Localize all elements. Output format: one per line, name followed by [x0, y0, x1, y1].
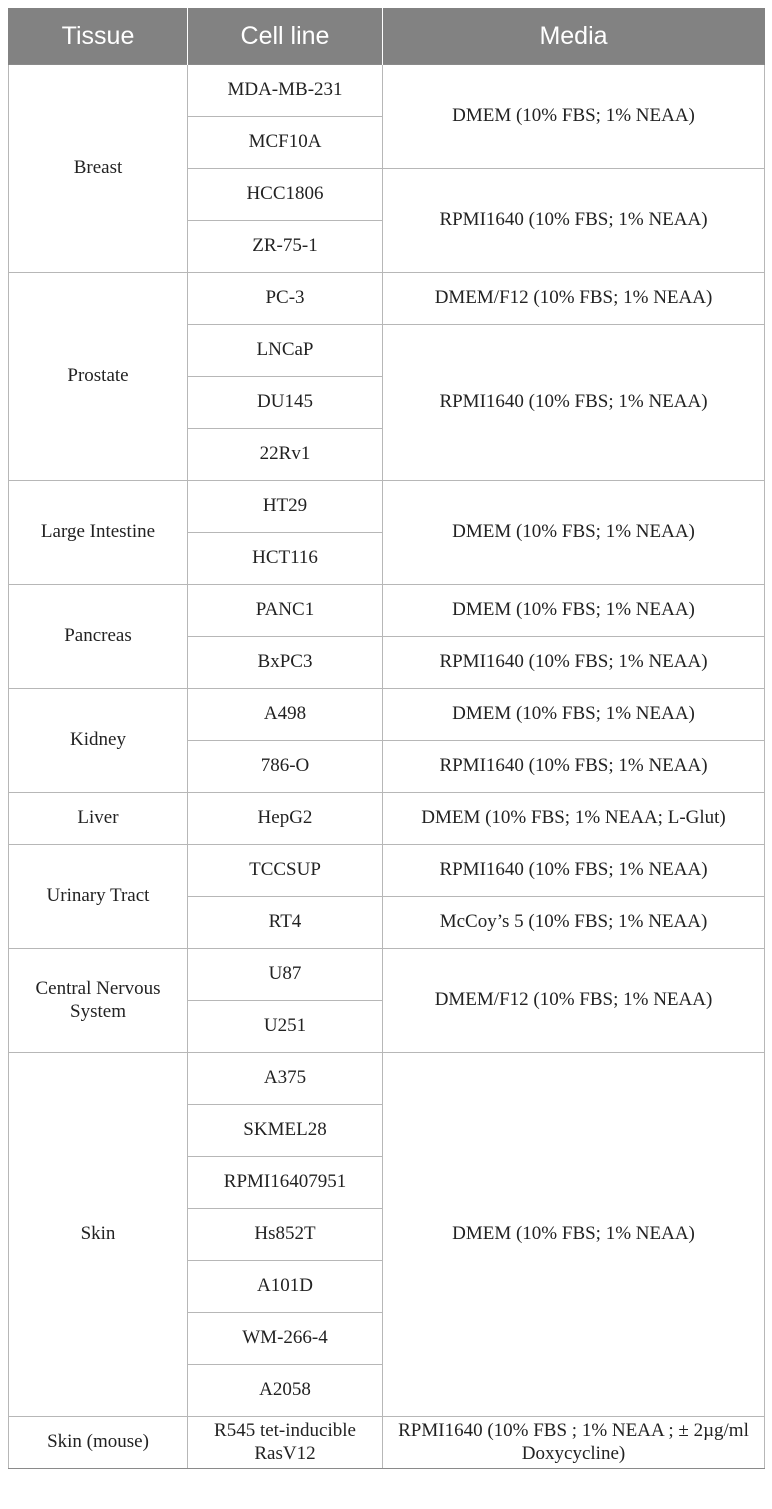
table-row: [9, 273, 765, 325]
table-row: [9, 585, 765, 637]
media-cell: RPMI1640 (10% FBS; 1% NEAA): [383, 741, 765, 793]
cell-line-cell: PC-3: [188, 273, 383, 325]
header-media: Media: [383, 8, 765, 65]
tissue-cell: Skin (mouse): [9, 1417, 188, 1469]
tissue-cell: Skin: [9, 1053, 188, 1417]
table-row: [9, 689, 765, 741]
cell-line-cell: A101D: [188, 1261, 383, 1313]
cell-line-cell: A375: [188, 1053, 383, 1105]
cell-line-cell: HCC1806: [188, 169, 383, 221]
tissue-cell: Breast: [9, 65, 188, 273]
table-row: [9, 1053, 765, 1105]
tissue-cell: Large Intestine: [9, 481, 188, 585]
media-cell: RPMI1640 (10% FBS ; 1% NEAA ; ± 2µg/ml Doxycycline): [383, 1417, 765, 1469]
cell-line-cell: TCCSUP: [188, 845, 383, 897]
cell-line-cell: R545 tet-inducible RasV12: [188, 1417, 383, 1469]
header-cell-line: Cell line: [188, 8, 383, 65]
table-row: [9, 481, 765, 533]
media-cell: DMEM/F12 (10% FBS; 1% NEAA): [383, 273, 765, 325]
cell-line-cell: RPMI16407951: [188, 1157, 383, 1209]
header-tissue: Tissue: [9, 8, 188, 65]
media-cell: RPMI1640 (10% FBS; 1% NEAA): [383, 845, 765, 897]
cell-line-cell: MDA-MB-231: [188, 65, 383, 117]
cell-line-cell: U251: [188, 1001, 383, 1053]
cell-line-cell: 786-O: [188, 741, 383, 793]
cell-line-cell: MCF10A: [188, 117, 383, 169]
cell-line-cell: Hs852T: [188, 1209, 383, 1261]
cell-line-cell: DU145: [188, 377, 383, 429]
cell-line-cell: HepG2: [188, 793, 383, 845]
header-row: [9, 8, 765, 65]
cell-line-cell: RT4: [188, 897, 383, 949]
media-cell: RPMI1640 (10% FBS; 1% NEAA): [383, 169, 765, 273]
cell-line-cell: HT29: [188, 481, 383, 533]
media-cell: DMEM (10% FBS; 1% NEAA; L-Glut): [383, 793, 765, 845]
cell-line-cell: 22Rv1: [188, 429, 383, 481]
tissue-cell: Prostate: [9, 273, 188, 481]
media-cell: RPMI1640 (10% FBS; 1% NEAA): [383, 325, 765, 481]
cell-line-cell: BxPC3: [188, 637, 383, 689]
cell-line-media-table: [8, 8, 765, 1469]
cell-line-cell: SKMEL28: [188, 1105, 383, 1157]
table-row: [9, 1417, 765, 1469]
media-cell: RPMI1640 (10% FBS; 1% NEAA): [383, 637, 765, 689]
cell-line-cell: HCT116: [188, 533, 383, 585]
cell-line-cell: A2058: [188, 1365, 383, 1417]
media-cell: McCoy’s 5 (10% FBS; 1% NEAA): [383, 897, 765, 949]
table-row: [9, 793, 765, 845]
cell-line-cell: A498: [188, 689, 383, 741]
media-cell: DMEM (10% FBS; 1% NEAA): [383, 1053, 765, 1417]
table-row: [9, 949, 765, 1001]
cell-line-cell: ZR-75-1: [188, 221, 383, 273]
tissue-cell: Central Nervous System: [9, 949, 188, 1053]
cell-line-cell: LNCaP: [188, 325, 383, 377]
table-row: [9, 65, 765, 117]
media-cell: DMEM/F12 (10% FBS; 1% NEAA): [383, 949, 765, 1053]
tissue-cell: Liver: [9, 793, 188, 845]
cell-line-cell: WM-266-4: [188, 1313, 383, 1365]
tissue-cell: Pancreas: [9, 585, 188, 689]
media-cell: DMEM (10% FBS; 1% NEAA): [383, 481, 765, 585]
cell-line-cell: PANC1: [188, 585, 383, 637]
media-cell: DMEM (10% FBS; 1% NEAA): [383, 689, 765, 741]
media-cell: DMEM (10% FBS; 1% NEAA): [383, 585, 765, 637]
cell-line-cell: U87: [188, 949, 383, 1001]
media-cell: DMEM (10% FBS; 1% NEAA): [383, 65, 765, 169]
table-row: [9, 845, 765, 897]
tissue-cell: Kidney: [9, 689, 188, 793]
tissue-cell: Urinary Tract: [9, 845, 188, 949]
